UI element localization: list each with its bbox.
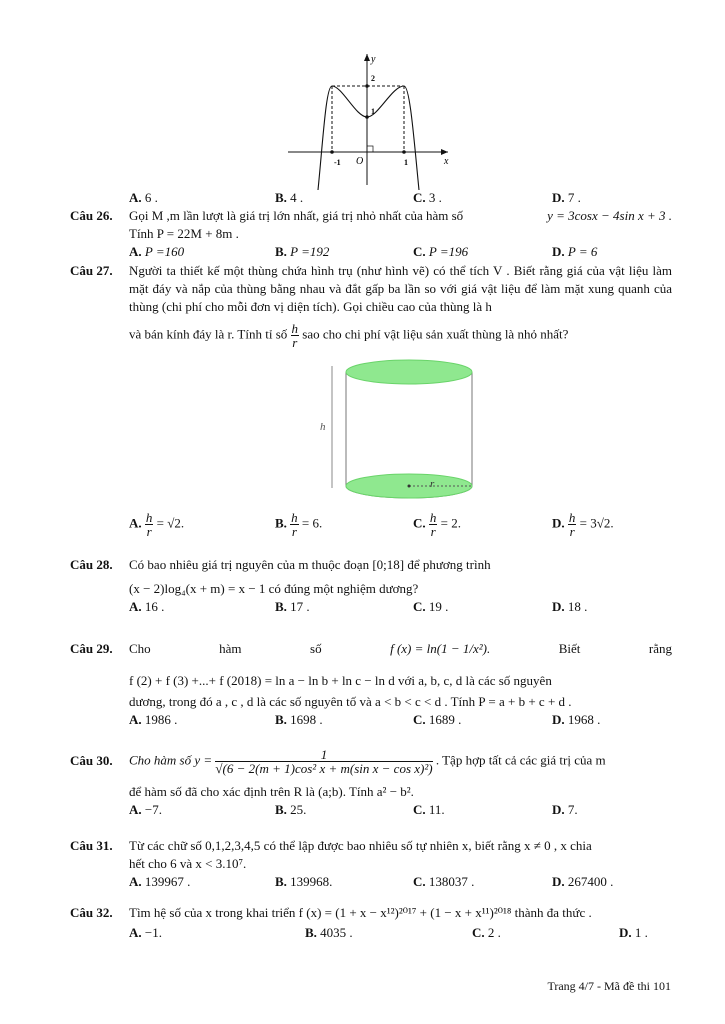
q29-word-biet: Biết: [558, 641, 581, 656]
q29-word-ham: hàm: [219, 641, 242, 656]
q25-option-a[interactable]: A. 6 .: [129, 190, 158, 205]
q32-text: Tìm hệ số của x trong khai triển f (x) = (1 + x − x¹²)²⁰¹⁷ + (1 − x + x¹¹)²⁰¹⁸ thành đa thức .: [129, 905, 592, 920]
cylinder-top: [346, 360, 472, 384]
q29-word-so: số: [310, 641, 322, 656]
point-neg1: [330, 150, 334, 154]
page-footer: Trang 4/7 - Mã đề thi 101: [547, 979, 671, 993]
y-label: y: [371, 54, 376, 65]
q31-number: Câu 31.: [70, 838, 113, 853]
q27-number: Câu 27.: [70, 263, 113, 278]
origin-label: O: [356, 156, 364, 167]
question-30: [70, 748, 672, 817]
question-31: [70, 837, 672, 889]
q27-option-a[interactable]: A. $\frac{h}{r}$ = √2.: [129, 510, 185, 539]
question-29: [70, 640, 672, 727]
q26-option-c[interactable]: C. P =196: [413, 244, 469, 259]
q31-option-b[interactable]: B. 139968.: [275, 874, 333, 889]
q29-text-2: f (2) + f (3) +...+ f (2018) = ln a − ln b + ln c − ln d với a, b, c, d là các số nguyên: [129, 673, 552, 688]
q27-text-2a: và bán kính đáy là r. Tính tỉ số: [129, 326, 288, 342]
point-1: [402, 150, 406, 154]
q28-option-a[interactable]: A. 16 .: [129, 599, 165, 614]
right-angle-mark: [367, 146, 373, 152]
q28-number: Câu 28.: [70, 557, 113, 572]
q29-text-3: dương, trong đó a , c , d là các số nguyên tố và a < b < c < d . Tính P = a + b + c + d .: [129, 694, 572, 709]
q26-number: Câu 26.: [70, 208, 113, 223]
q26-text-2: Tính P = 22M + 8m .: [129, 226, 239, 241]
height-label: h: [320, 421, 326, 433]
tick-label-neg1: -1: [334, 158, 341, 167]
q29-function: f (x) = ln(1 − 1/x²).: [390, 641, 491, 656]
radius-label: r: [430, 478, 435, 490]
q32-option-c[interactable]: C. 2 .: [472, 925, 501, 940]
q26-function: y = 3cosx − 4sin x + 3 .: [547, 208, 672, 223]
q29-option-b[interactable]: B. 1698 .: [275, 712, 323, 727]
q26-option-a[interactable]: A. P =160: [129, 244, 185, 259]
q30-option-a[interactable]: A. −7.: [129, 802, 162, 817]
cylinder-figure: [310, 356, 500, 506]
q30-text-1b: . Tập hợp tất cả các giá trị của m: [435, 752, 606, 768]
q32-number: Câu 32.: [70, 905, 113, 920]
q28-text: Có bao nhiêu giá trị nguyên của m thuộc đoạn [0;18] để phương trình: [129, 557, 491, 572]
q31-text-2: hết cho 6 và x < 3.10⁷.: [129, 856, 247, 871]
q25-option-c[interactable]: C. 3 .: [413, 190, 442, 205]
q27-ratio-fraction: $\frac{h}{r}$: [291, 321, 299, 350]
q29-option-a[interactable]: A. 1986 .: [129, 712, 178, 727]
q25-option-d[interactable]: D. 7 .: [552, 190, 581, 205]
function-graph: [280, 50, 460, 190]
q30-option-d[interactable]: D. 7.: [552, 802, 578, 817]
q27-option-c[interactable]: C. $\frac{h}{r}$ = 2.: [413, 510, 461, 539]
center-point: [408, 485, 411, 488]
q29-number: Câu 29.: [70, 641, 113, 656]
q29-option-c[interactable]: C. 1689 .: [413, 712, 462, 727]
q30-option-b[interactable]: B. 25.: [275, 802, 307, 817]
q28-option-b[interactable]: B. 17 .: [275, 599, 310, 614]
q29-option-d[interactable]: D. 1968 .: [552, 712, 601, 727]
q29-word-rang: rằng: [648, 641, 672, 656]
tick-label-x1: 1: [404, 158, 408, 167]
q26-text: Gọi M ,m lần lượt là giá trị lớn nhất, giá trị nhỏ nhất của hàm số: [129, 208, 464, 223]
q28-text-2: (x − 2)log₄(x + m) = x − 1 có đúng một nghiệm dương?: [129, 581, 419, 596]
q32-option-a[interactable]: A. −1.: [129, 925, 162, 940]
q26-option-b[interactable]: B. P =192: [275, 244, 330, 259]
question-28: [70, 556, 672, 614]
y-axis-arrow: [364, 54, 370, 61]
q28-option-d[interactable]: D. 18 .: [552, 599, 588, 614]
q27-option-d[interactable]: D. $\frac{h}{r}$ = 3√2.: [552, 510, 614, 539]
q29-word-cho: Cho: [129, 641, 151, 656]
q28-option-c[interactable]: C. 19 .: [413, 599, 449, 614]
q32-option-b[interactable]: B. 4035 .: [305, 925, 353, 940]
q31-option-d[interactable]: D. 267400 .: [552, 874, 614, 889]
q30-option-c[interactable]: C. 11.: [413, 802, 445, 817]
question-26: [70, 207, 672, 259]
q30-number: Câu 30.: [70, 753, 113, 768]
q26-option-d[interactable]: D. P = 6: [552, 244, 598, 259]
q31-text: Từ các chữ số 0,1,2,3,4,5 có thể lập được bao nhiêu số tự nhiên x, biết rằng x ≠ 0 , x chia: [129, 838, 592, 853]
q32-option-d[interactable]: D. 1 .: [619, 925, 648, 940]
q25-option-b[interactable]: B. 4 .: [275, 190, 304, 205]
q31-option-c[interactable]: C. 138037 .: [413, 874, 475, 889]
q25-options: [70, 189, 672, 205]
question-32: [70, 904, 672, 940]
q30-text-1a: Cho hàm số y =: [129, 752, 213, 768]
q31-option-a[interactable]: A. 139967 .: [129, 874, 191, 889]
q27-option-b[interactable]: B. $\frac{h}{r}$ = 6.: [275, 510, 323, 539]
q27-text-2b: sao cho chi phí vật liệu sản xuất thùng là nhỏ nhất?: [302, 326, 569, 342]
point-y1: [365, 115, 369, 119]
q27-options: [70, 511, 672, 541]
tick-label-1: 1: [371, 107, 375, 116]
point-y2: [365, 84, 369, 88]
q27-text: Người ta thiết kế một thùng chứa hình trụ (như hình vẽ) có thể tích V . Biết rằng giá của vật liệu làm mặt đáy và nắp của thùng bằng nhau và đắt gấp ba lần so với giá vật liệu để làm mặt xung quanh của thùng (chi phí cho mỗi đơn vị diện tích). Gọi chiều cao của thùng là h: [129, 263, 672, 314]
x-axis-arrow: [441, 149, 448, 155]
q30-fraction: $\frac{1}{\text{√(6 − 2(m + 1)cos² x + m(sin x − cos x)²)}}$: [215, 747, 433, 776]
tick-label-2: 2: [371, 74, 375, 83]
x-label: x: [444, 156, 449, 167]
q30-text-2: để hàm số đã cho xác định trên R là (a;b). Tính a² − b².: [129, 784, 414, 799]
question-27: [70, 262, 672, 349]
